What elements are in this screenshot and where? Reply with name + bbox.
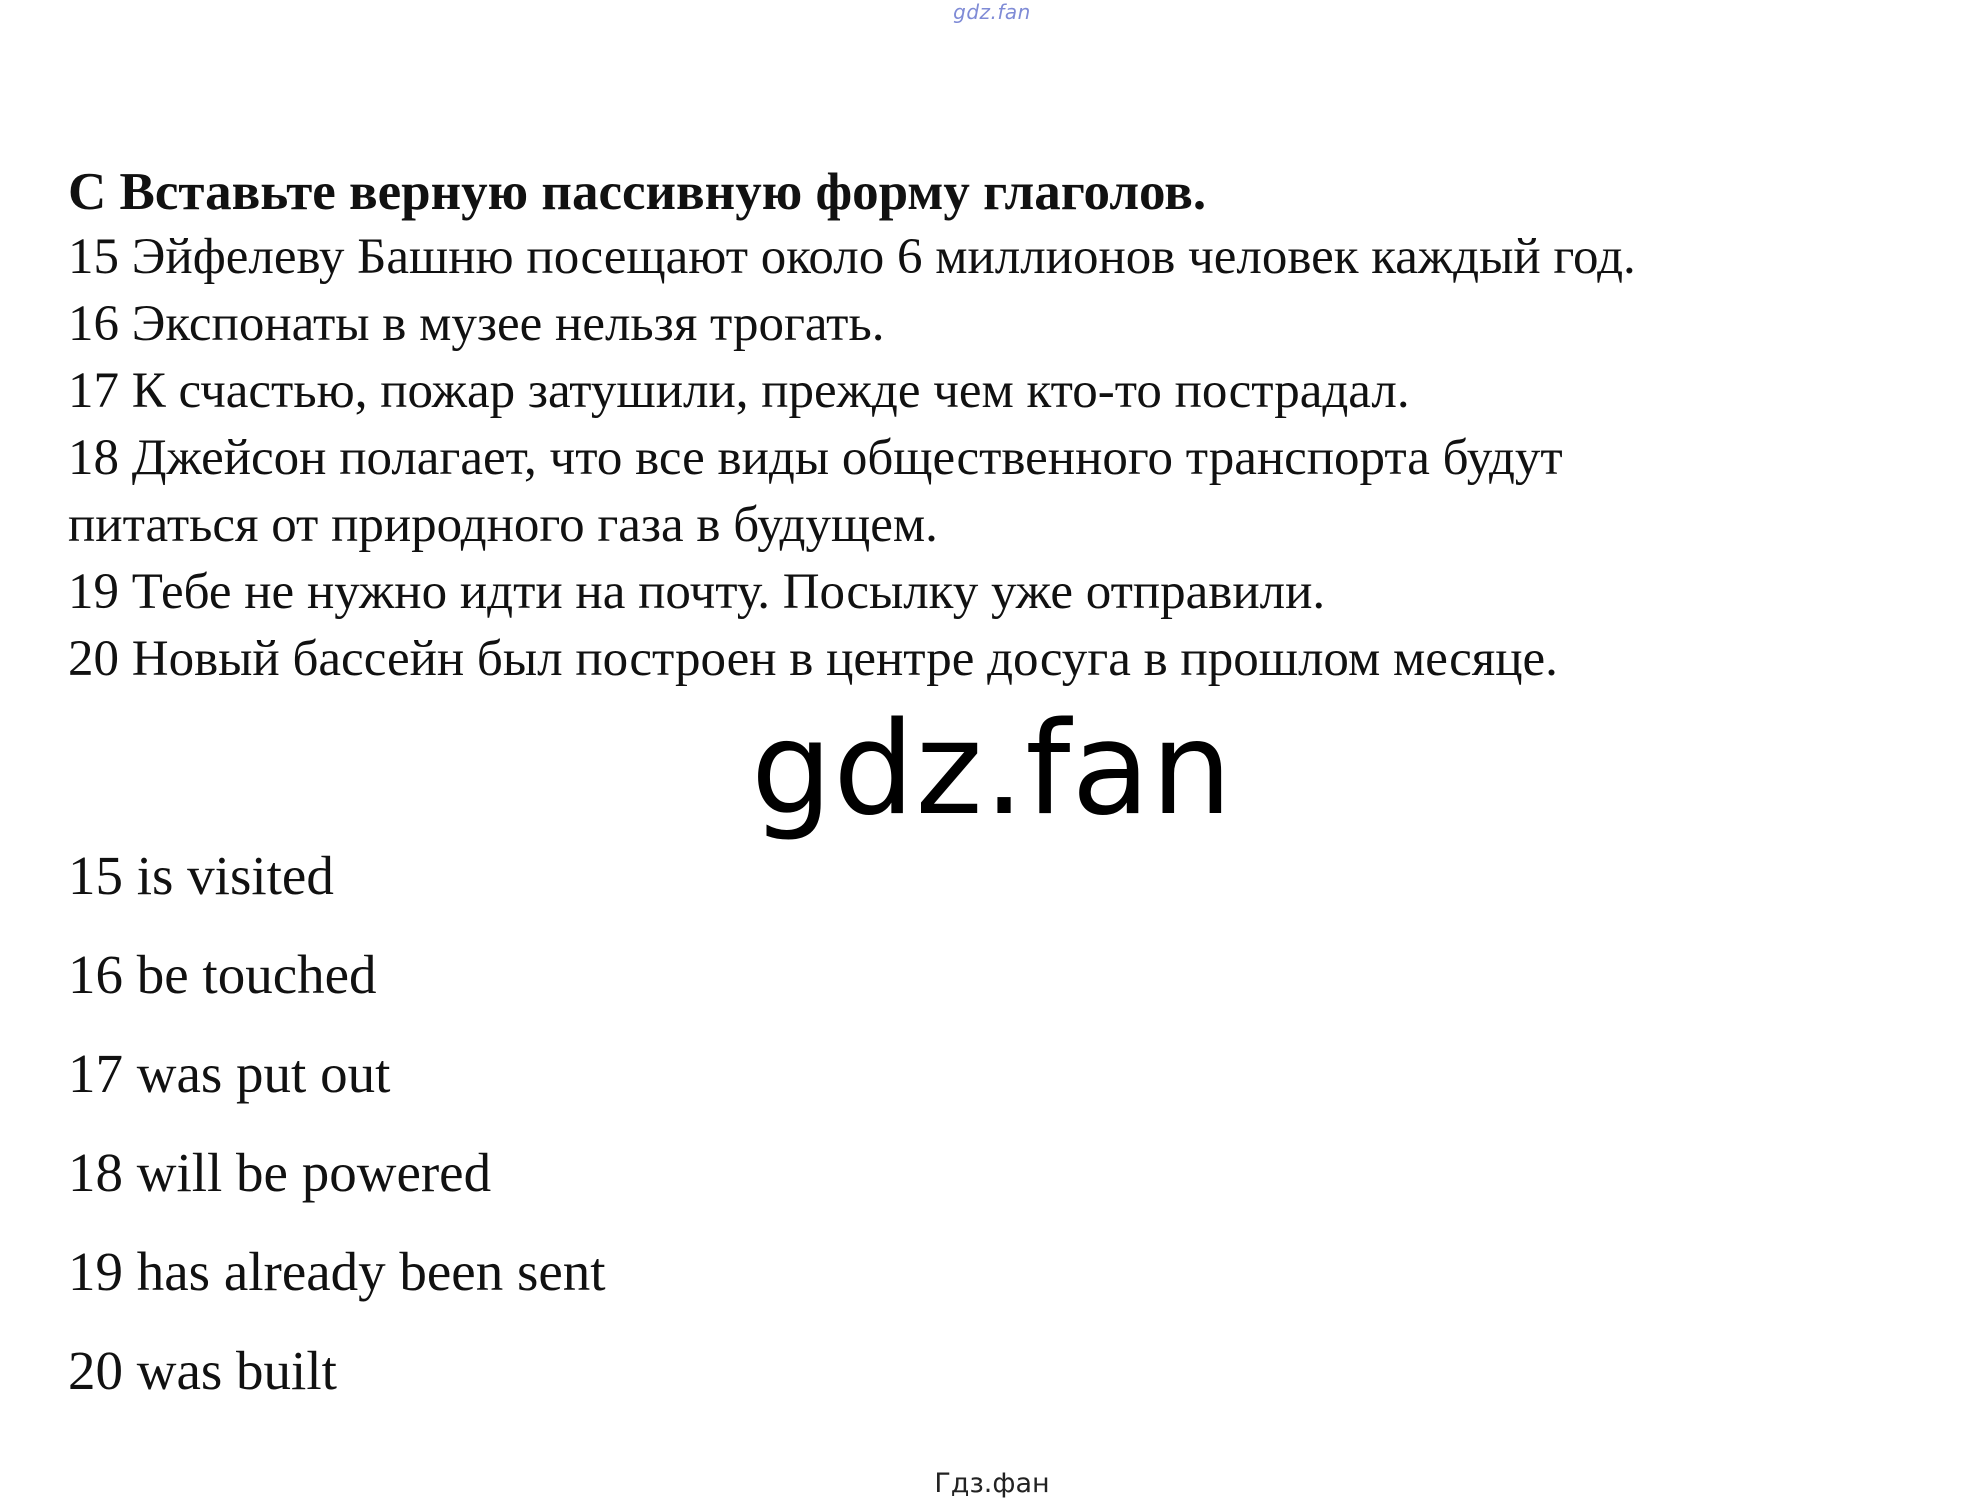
site-watermark: gdz.fan [751,695,1233,844]
answer-17: 17 was put out [68,1043,391,1104]
answer-19: 19 has already been sent [68,1241,606,1302]
top-watermark: gdz.fan [953,0,1031,24]
answer-15: 15 is visited [68,845,334,906]
answers-block [68,826,606,1420]
answer-20: 20 was built [68,1340,337,1401]
task-list [68,224,1948,693]
task-line-18-continued: питаться от природного газа в будущем. [68,497,938,553]
footer-site-name: Гдз.фан [934,1468,1050,1499]
task-line-18: 18 Джейсон полагает, что все виды общественного транспорта будут [68,430,1563,486]
answer-18: 18 will be powered [68,1142,492,1203]
answer-16: 16 be touched [68,944,377,1005]
task-line-19: 19 Тебе не нужно идти на почту. Посылку уже отправили. [68,564,1326,620]
answer-list [68,826,606,1420]
task-line-16: 16 Экспонаты в музее нельзя трогать. [68,296,885,352]
task-line-17: 17 К счастью, пожар затушили, прежде чем кто-то пострадал. [68,363,1410,419]
task-line-20: 20 Новый бассейн был построен в центре досуга в прошлом месяце. [68,631,1558,687]
task-line-15: 15 Эйфелеву Башню посещают около 6 миллионов человек каждый год. [68,229,1636,285]
exercise-block [68,160,1948,693]
exercise-heading: С Вставьте верную пассивную форму глаголов. [68,163,1207,221]
